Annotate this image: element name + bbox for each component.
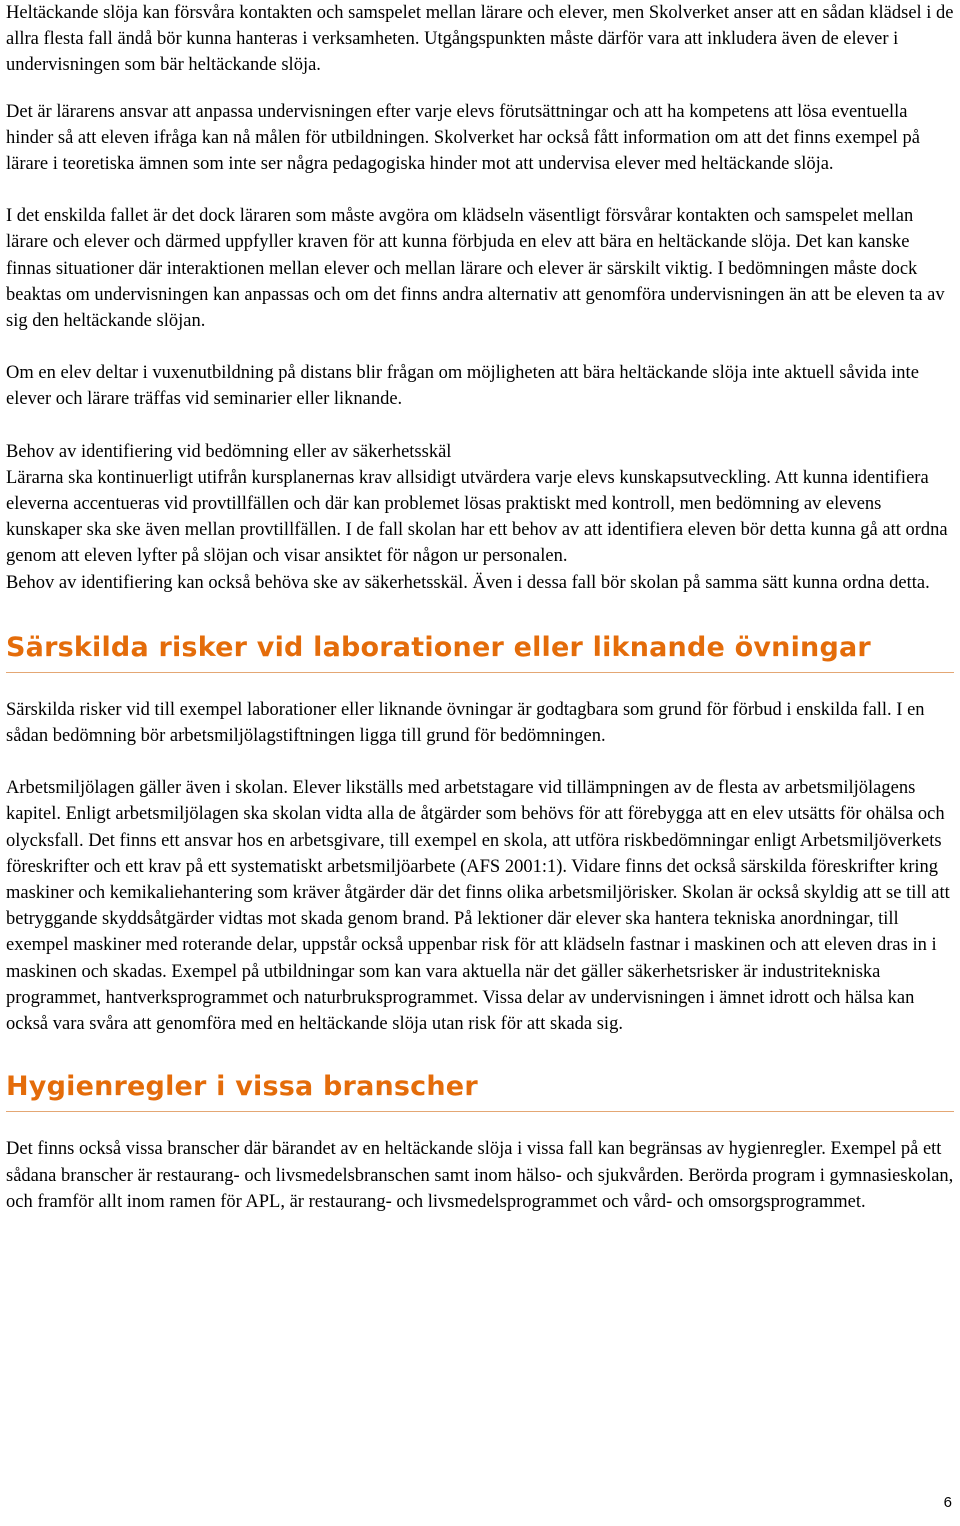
subheading-identification: Behov av identifiering vid bedömning eller av säkerhetsskäl	[6, 441, 452, 462]
document-page	[6, 0, 954, 1215]
paragraph-individual-case: I det enskilda fallet är det dock läraren som måste avgöra om klädseln väsentligt försvårar kontakten och samspelet mellan lärare och elever och därmed uppfyller kraven för att kunna förbjuda en elev att bära en heltäckande slöja. Det kan kanske finnas situationer där interaktionen mellan elever och mellan lärare och elever är särskilt viktig. I bedömningen måste dock beaktas om undervisningen kan anpassas och om det finns andra alternativ att genomföra undervisningen än att be eleven ta av sig den heltäckande slöjan.	[6, 206, 945, 332]
paragraph-teacher-responsibility: Det är lärarens ansvar att anpassa undervisningen efter varje elevs förutsättningar och att ha kompetens att lösa eventuella hinder så att eleven ifråga kan nå målen för utbildningen. Skolverket har också fått information om att det finns exempel på lärare i teoretiska ämnen som inte ser några pedagogiska hinder mot att undervisa elever med heltäckande slöja.	[6, 101, 920, 175]
paragraph-hygiene: Det finns också vissa branscher där bärandet av en heltäckande slöja i vissa fall kan begränsas av hygienregler. Exempel på ett sådana branscher är restaurang- och livsmedelsbranschen samt inom hälso- och sjukvården. Berörda program i gymnasieskolan, och framför allt inom ramen för APL, är restaurang- och livsmedelsprogrammet och vård- och omsorgsprogrammet.	[6, 1139, 954, 1212]
paragraph-intro: Heltäckande slöja kan försvåra kontakten och samspelet mellan lärare och elever, men Skolverket anser att en sådan klädsel i de allra flesta fall ändå bör kunna hanteras i verksamheten. Utgångspunkten måste därför vara att inkludera även de elever i undervisningen som bär heltäckande slöja.	[6, 3, 954, 76]
heading-special-risks: Särskilda risker vid laborationer eller liknande övningar	[6, 630, 954, 673]
paragraph-distance-learning: Om en elev deltar i vuxenutbildning på distans blir frågan om möjligheten att bära heltäckande slöja inte aktuell såvida inte elever och lärare träffas vid seminarier eller liknande.	[6, 363, 919, 410]
heading-hygiene-rules: Hygienregler i vissa branscher	[6, 1069, 954, 1112]
paragraph-work-environment-act: Arbetsmiljölagen gäller även i skolan. Elever likställs med arbetstagare vid tillämpningen av de flesta av arbetsmiljölagens kapitel. Enligt arbetsmiljölagen ska skolan vidta alla de åtgärder som behövs för att förebygga att en elev utsätts för ohälsa och olycksfall. Det finns ett ansvar hos en arbetsgivare, till exempel en skola, att utföra riskbedömningar enligt Arbetsmiljöverkets föreskrifter och ett krav på ett systematiskt arbetsmiljöarbete (AFS 2001:1). Vidare finns det också särskilda föreskrifter kring maskiner och kemikaliehantering som kräver åtgärder där det finns olika arbetsmiljörisker. Skolan är också skyldig att se till att betryggande skyddsåtgärder vidtas mot skada genom brand. På lektioner där elever ska hantera tekniska anordningar, till exempel maskiner med roterande delar, uppstår också uppenbar risk för att klädseln fastnar i maskinen och att eleven dras in i maskinen och skadas. Exempel på utbildningar som kan vara aktuella när det gäller säkerhetsrisker är industritekniska programmet, hantverksprogrammet och naturbruksprogrammet. Vissa delar av undervisningen i ämnet idrott och hälsa kan också vara svåra att genomföra med en heltäckande slöja utan risk för att skada sig.	[6, 778, 950, 1035]
paragraph-identification-assessment: Lärarna ska kontinuerligt utifrån kursplanernas krav allsidigt utvärdera varje elevs kunskapsutveckling. Att kunna identifiera eleverna accentueras vid provtillfällen och där kan problemet lösas praktiskt med kontroll, men bedömning av elevens kunskaper ska ske även mellan provtillfällen. I de fall skolan har ett behov av att identifiera eleven bör detta kunna gå att ordna genom att eleven lyfter på slöjan och visar ansiktet för någon ur personalen.	[6, 467, 948, 567]
paragraph-risks-grounds: Särskilda risker vid till exempel laborationer eller liknande övningar är godtagbara som grund för förbud i enskilda fall. I en sådan bedömning bör arbetsmiljölagstiftningen ligga till grund för bedömningen.	[6, 699, 925, 747]
page-number: 6	[943, 1494, 952, 1511]
paragraph-identification-safety: Behov av identifiering kan också behöva ske av säkerhetsskäl. Även i dessa fall bör skolan på samma sätt kunna ordna detta.	[6, 572, 930, 593]
